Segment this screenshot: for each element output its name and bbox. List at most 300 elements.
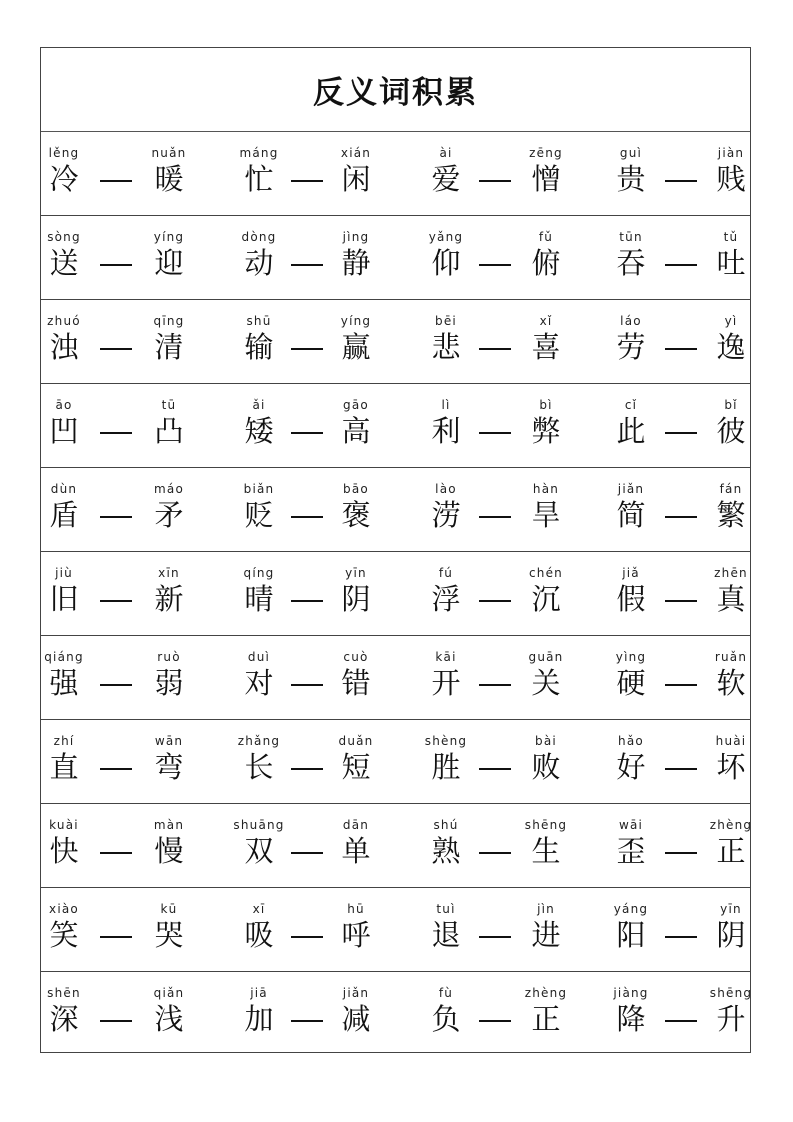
- hanzi-character: 暖: [154, 162, 184, 196]
- pinyin-label: jiàn: [717, 146, 745, 160]
- hanzi-character: 旱: [531, 498, 561, 532]
- hanzi-character: 直: [49, 750, 79, 784]
- hanzi-character: 迎: [154, 246, 184, 280]
- antonym-word-second: [139, 804, 199, 887]
- pinyin-label: cǐ: [624, 398, 638, 412]
- pinyin-label: bài: [535, 734, 557, 748]
- antonym-word-first: [229, 804, 289, 887]
- antonym-word-first: [229, 552, 289, 635]
- em-dash-separator: [665, 684, 697, 686]
- hanzi-character: 短: [341, 750, 371, 784]
- antonym-word-second: [516, 300, 576, 383]
- pinyin-label: zhuó: [47, 314, 81, 328]
- pinyin-label: āo: [55, 398, 73, 412]
- pinyin-label: lěng: [48, 146, 80, 160]
- pinyin-label: yǎng: [428, 230, 464, 244]
- pinyin-label: máng: [239, 146, 279, 160]
- antonym-word-second: [701, 636, 761, 719]
- hanzi-character: 歪: [616, 834, 646, 868]
- em-dash-separator: [100, 348, 132, 350]
- hanzi-character: 软: [716, 666, 746, 700]
- pinyin-label: jiǎ: [622, 566, 640, 580]
- antonym-word-second: [701, 216, 761, 299]
- pinyin-label: shèng: [424, 734, 468, 748]
- hanzi-character: 利: [431, 414, 461, 448]
- table-row: [41, 552, 750, 636]
- antonym-word-second: [139, 972, 199, 1056]
- pinyin-label: yìng: [615, 650, 647, 664]
- em-dash-separator: [479, 516, 511, 518]
- hanzi-character: 盾: [49, 498, 79, 532]
- antonym-word-second: [701, 552, 761, 635]
- hanzi-character: 旧: [49, 582, 79, 616]
- antonym-word-first: [601, 216, 661, 299]
- hanzi-character: 生: [531, 834, 561, 868]
- em-dash-separator: [291, 768, 323, 770]
- hanzi-character: 长: [244, 750, 274, 784]
- hanzi-character: 浅: [154, 1002, 184, 1036]
- pinyin-label: yáng: [613, 902, 649, 916]
- hanzi-character: 俯: [531, 246, 561, 280]
- table-row: [41, 468, 750, 552]
- antonym-word-second: [139, 720, 199, 803]
- hanzi-character: 坏: [716, 750, 746, 784]
- pinyin-label: wāi: [618, 818, 644, 832]
- antonym-table: [40, 47, 751, 1053]
- antonym-word-first: [416, 384, 476, 467]
- table-row: [41, 972, 753, 1056]
- em-dash-separator: [665, 516, 697, 518]
- hanzi-character: 吸: [244, 918, 274, 952]
- em-dash-separator: [291, 600, 323, 602]
- hanzi-character: 沉: [531, 582, 561, 616]
- pinyin-label: qiáng: [44, 650, 84, 664]
- hanzi-character: 快: [49, 834, 79, 868]
- antonym-word-first: [34, 720, 94, 803]
- pinyin-label: tuì: [436, 902, 456, 916]
- pinyin-label: jiā: [250, 986, 268, 1000]
- pinyin-label: xī: [252, 902, 266, 916]
- hanzi-character: 弯: [154, 750, 184, 784]
- antonym-word-second: [326, 552, 386, 635]
- pinyin-label: tū: [161, 398, 177, 412]
- hanzi-character: 升: [716, 1002, 746, 1036]
- antonym-word-second: [701, 972, 761, 1056]
- pinyin-label: hàn: [532, 482, 560, 496]
- em-dash-separator: [100, 264, 132, 266]
- hanzi-character: 真: [716, 582, 746, 616]
- em-dash-separator: [479, 1020, 511, 1022]
- antonym-word-first: [34, 132, 94, 215]
- antonym-word-first: [601, 384, 661, 467]
- antonym-word-second: [139, 384, 199, 467]
- antonym-word-first: [416, 300, 476, 383]
- antonym-word-second: [516, 384, 576, 467]
- antonym-word-second: [516, 888, 576, 971]
- hanzi-character: 减: [341, 1002, 371, 1036]
- pinyin-label: dān: [342, 818, 370, 832]
- hanzi-character: 静: [341, 246, 371, 280]
- hanzi-character: 正: [531, 1002, 561, 1036]
- antonym-word-second: [326, 468, 386, 551]
- pinyin-label: dùn: [50, 482, 78, 496]
- hanzi-character: 败: [531, 750, 561, 784]
- hanzi-character: 阴: [716, 918, 746, 952]
- hanzi-character: 彼: [716, 414, 746, 448]
- hanzi-character: 哭: [154, 918, 184, 952]
- hanzi-character: 高: [341, 414, 371, 448]
- antonym-word-first: [34, 888, 94, 971]
- em-dash-separator: [100, 1020, 132, 1022]
- hanzi-character: 繁: [716, 498, 746, 532]
- pinyin-label: lì: [441, 398, 451, 412]
- pinyin-label: qiǎn: [153, 986, 185, 1000]
- pinyin-label: shēng: [524, 818, 568, 832]
- antonym-word-second: [139, 132, 199, 215]
- pinyin-label: màn: [153, 818, 185, 832]
- pinyin-label: biǎn: [243, 482, 275, 496]
- hanzi-character: 贵: [616, 162, 646, 196]
- antonym-word-first: [34, 300, 94, 383]
- hanzi-character: 逸: [716, 330, 746, 364]
- hanzi-character: 呼: [341, 918, 371, 952]
- em-dash-separator: [479, 348, 511, 350]
- hanzi-character: 假: [616, 582, 646, 616]
- pinyin-label: yīn: [720, 902, 742, 916]
- antonym-word-first: [229, 468, 289, 551]
- antonym-word-second: [326, 636, 386, 719]
- em-dash-separator: [100, 180, 132, 182]
- em-dash-separator: [291, 264, 323, 266]
- antonym-word-second: [139, 300, 199, 383]
- hanzi-character: 开: [431, 666, 461, 700]
- hanzi-character: 闲: [341, 162, 371, 196]
- em-dash-separator: [665, 768, 697, 770]
- hanzi-character: 晴: [244, 582, 274, 616]
- antonym-word-first: [34, 384, 94, 467]
- pinyin-label: yíng: [340, 314, 372, 328]
- hanzi-character: 吐: [716, 246, 746, 280]
- hanzi-character: 关: [531, 666, 561, 700]
- antonym-word-second: [516, 636, 576, 719]
- table-row: [41, 384, 750, 468]
- hanzi-character: 加: [244, 1002, 274, 1036]
- pinyin-label: yíng: [153, 230, 185, 244]
- antonym-word-second: [701, 720, 761, 803]
- em-dash-separator: [479, 180, 511, 182]
- pinyin-label: jìn: [537, 902, 555, 916]
- pinyin-label: qíng: [243, 566, 275, 580]
- hanzi-character: 弱: [154, 666, 184, 700]
- em-dash-separator: [100, 684, 132, 686]
- pinyin-label: jìng: [342, 230, 370, 244]
- pinyin-label: zhí: [53, 734, 75, 748]
- em-dash-separator: [479, 684, 511, 686]
- antonym-word-second: [326, 300, 386, 383]
- hanzi-character: 降: [616, 1002, 646, 1036]
- pinyin-label: zhēn: [714, 566, 748, 580]
- hanzi-character: 涝: [431, 498, 461, 532]
- em-dash-separator: [291, 684, 323, 686]
- pinyin-label: ài: [439, 146, 453, 160]
- em-dash-separator: [479, 936, 511, 938]
- antonym-word-second: [326, 720, 386, 803]
- pinyin-label: bāo: [343, 482, 369, 496]
- pinyin-label: shuāng: [233, 818, 285, 832]
- table-row: [41, 636, 750, 720]
- pinyin-label: zhǎng: [237, 734, 281, 748]
- pinyin-label: shēng: [709, 986, 753, 1000]
- pinyin-label: qīng: [153, 314, 185, 328]
- pinyin-label: zhèng: [524, 986, 568, 1000]
- table-row: [41, 300, 750, 384]
- hanzi-character: 吞: [616, 246, 646, 280]
- antonym-word-first: [416, 636, 476, 719]
- pinyin-label: ruò: [157, 650, 181, 664]
- pinyin-label: tūn: [619, 230, 643, 244]
- hanzi-character: 硬: [616, 666, 646, 700]
- table-row: [41, 216, 750, 300]
- em-dash-separator: [479, 768, 511, 770]
- hanzi-character: 矮: [244, 414, 274, 448]
- pinyin-label: yīn: [345, 566, 367, 580]
- hanzi-character: 双: [244, 834, 274, 868]
- pinyin-label: láo: [620, 314, 642, 328]
- pinyin-label: guì: [619, 146, 643, 160]
- antonym-word-first: [601, 720, 661, 803]
- hanzi-character: 单: [341, 834, 371, 868]
- hanzi-character: 此: [616, 414, 646, 448]
- pinyin-label: jiǎn: [342, 986, 370, 1000]
- hanzi-character: 深: [49, 1002, 79, 1036]
- em-dash-separator: [479, 432, 511, 434]
- hanzi-character: 浮: [431, 582, 461, 616]
- pinyin-label: xīn: [158, 566, 180, 580]
- antonym-word-first: [34, 972, 94, 1056]
- antonym-word-first: [229, 132, 289, 215]
- antonym-word-second: [516, 720, 576, 803]
- antonym-word-first: [601, 552, 661, 635]
- em-dash-separator: [479, 600, 511, 602]
- em-dash-separator: [291, 852, 323, 854]
- pinyin-label: xián: [340, 146, 372, 160]
- antonym-word-second: [326, 888, 386, 971]
- antonym-word-first: [34, 804, 94, 887]
- antonym-word-second: [139, 552, 199, 635]
- pinyin-label: máo: [154, 482, 184, 496]
- em-dash-separator: [479, 264, 511, 266]
- em-dash-separator: [665, 600, 697, 602]
- antonym-word-first: [229, 216, 289, 299]
- pinyin-label: nuǎn: [151, 146, 187, 160]
- em-dash-separator: [665, 348, 697, 350]
- antonym-word-second: [139, 468, 199, 551]
- hanzi-character: 清: [154, 330, 184, 364]
- antonym-word-first: [416, 804, 476, 887]
- hanzi-character: 劳: [616, 330, 646, 364]
- pinyin-label: huài: [715, 734, 747, 748]
- hanzi-character: 喜: [531, 330, 561, 364]
- hanzi-character: 动: [244, 246, 274, 280]
- pinyin-label: zhèng: [709, 818, 753, 832]
- antonym-word-first: [416, 972, 476, 1056]
- hanzi-character: 好: [616, 750, 646, 784]
- antonym-word-first: [416, 468, 476, 551]
- em-dash-separator: [291, 1020, 323, 1022]
- hanzi-character: 笑: [49, 918, 79, 952]
- hanzi-character: 悲: [431, 330, 461, 364]
- hanzi-character: 冷: [49, 162, 79, 196]
- antonym-word-second: [516, 216, 576, 299]
- em-dash-separator: [100, 600, 132, 602]
- antonym-word-second: [701, 132, 761, 215]
- hanzi-character: 憎: [531, 162, 561, 196]
- pinyin-label: hǎo: [618, 734, 644, 748]
- antonym-word-first: [229, 720, 289, 803]
- pinyin-label: bì: [539, 398, 553, 412]
- hanzi-character: 负: [431, 1002, 461, 1036]
- antonym-word-second: [701, 888, 761, 971]
- antonym-word-first: [601, 132, 661, 215]
- hanzi-character: 阳: [616, 918, 646, 952]
- antonym-word-second: [516, 468, 576, 551]
- antonym-word-first: [416, 888, 476, 971]
- antonym-word-second: [516, 804, 576, 887]
- antonym-word-first: [601, 888, 661, 971]
- pinyin-label: shū: [246, 314, 272, 328]
- pinyin-label: fú: [438, 566, 454, 580]
- pinyin-label: duǎn: [338, 734, 374, 748]
- em-dash-separator: [665, 936, 697, 938]
- table-row: [41, 720, 750, 804]
- hanzi-character: 送: [49, 246, 79, 280]
- antonym-word-first: [601, 636, 661, 719]
- pinyin-label: bǐ: [724, 398, 738, 412]
- antonym-word-first: [416, 216, 476, 299]
- antonym-word-first: [601, 972, 661, 1056]
- antonym-word-first: [416, 720, 476, 803]
- hanzi-character: 对: [244, 666, 274, 700]
- em-dash-separator: [100, 936, 132, 938]
- em-dash-separator: [291, 348, 323, 350]
- hanzi-character: 退: [431, 918, 461, 952]
- pinyin-label: shú: [433, 818, 459, 832]
- em-dash-separator: [665, 264, 697, 266]
- antonym-word-second: [326, 384, 386, 467]
- em-dash-separator: [665, 852, 697, 854]
- hanzi-character: 熟: [431, 834, 461, 868]
- antonym-word-second: [701, 468, 761, 551]
- hanzi-character: 凹: [49, 414, 79, 448]
- em-dash-separator: [665, 1020, 697, 1022]
- pinyin-label: fǔ: [538, 230, 554, 244]
- antonym-word-second: [701, 384, 761, 467]
- antonym-word-second: [701, 804, 761, 887]
- antonym-word-first: [34, 552, 94, 635]
- pinyin-label: kāi: [435, 650, 457, 664]
- pinyin-label: sòng: [47, 230, 81, 244]
- pinyin-label: dòng: [241, 230, 277, 244]
- antonym-word-second: [701, 300, 761, 383]
- antonym-word-second: [516, 972, 576, 1056]
- antonym-word-first: [34, 468, 94, 551]
- hanzi-character: 错: [341, 666, 371, 700]
- pinyin-label: jiǎn: [617, 482, 645, 496]
- em-dash-separator: [291, 180, 323, 182]
- em-dash-separator: [291, 432, 323, 434]
- hanzi-character: 爱: [431, 162, 461, 196]
- hanzi-character: 忙: [244, 162, 274, 196]
- antonym-word-first: [601, 300, 661, 383]
- antonym-word-second: [139, 888, 199, 971]
- pinyin-label: xiào: [49, 902, 79, 916]
- pinyin-label: ǎi: [252, 398, 266, 412]
- hanzi-character: 贬: [244, 498, 274, 532]
- pinyin-label: fán: [719, 482, 743, 496]
- antonym-word-second: [326, 972, 386, 1056]
- antonym-word-first: [601, 804, 661, 887]
- hanzi-character: 弊: [531, 414, 561, 448]
- hanzi-character: 贱: [716, 162, 746, 196]
- pinyin-label: wān: [154, 734, 184, 748]
- antonym-word-second: [516, 552, 576, 635]
- antonym-word-first: [229, 636, 289, 719]
- pinyin-label: bēi: [435, 314, 457, 328]
- hanzi-character: 赢: [341, 330, 371, 364]
- pinyin-label: yì: [724, 314, 738, 328]
- title-row: [41, 48, 750, 132]
- pinyin-label: gāo: [343, 398, 369, 412]
- hanzi-character: 正: [716, 834, 746, 868]
- em-dash-separator: [100, 768, 132, 770]
- hanzi-character: 胜: [431, 750, 461, 784]
- antonym-word-first: [34, 636, 94, 719]
- antonym-word-second: [139, 216, 199, 299]
- hanzi-character: 慢: [154, 834, 184, 868]
- pinyin-label: kū: [160, 902, 178, 916]
- antonym-word-second: [326, 216, 386, 299]
- hanzi-character: 进: [531, 918, 561, 952]
- pinyin-label: zēng: [529, 146, 563, 160]
- antonym-word-first: [416, 132, 476, 215]
- hanzi-character: 简: [616, 498, 646, 532]
- em-dash-separator: [291, 936, 323, 938]
- em-dash-separator: [100, 852, 132, 854]
- pinyin-label: jiàng: [613, 986, 649, 1000]
- pinyin-label: jiù: [55, 566, 73, 580]
- hanzi-character: 凸: [154, 414, 184, 448]
- pinyin-label: fù: [438, 986, 454, 1000]
- antonym-word-first: [416, 552, 476, 635]
- pinyin-label: tǔ: [723, 230, 739, 244]
- pinyin-label: xǐ: [539, 314, 553, 328]
- antonym-word-first: [229, 972, 289, 1056]
- hanzi-character: 输: [244, 330, 274, 364]
- table-row: [41, 888, 750, 972]
- antonym-word-first: [229, 384, 289, 467]
- antonym-word-first: [601, 468, 661, 551]
- hanzi-character: 浊: [49, 330, 79, 364]
- em-dash-separator: [291, 516, 323, 518]
- em-dash-separator: [665, 180, 697, 182]
- pinyin-label: cuò: [343, 650, 369, 664]
- hanzi-character: 新: [154, 582, 184, 616]
- em-dash-separator: [665, 432, 697, 434]
- pinyin-label: guān: [528, 650, 564, 664]
- table-row: [41, 132, 750, 216]
- pinyin-label: duì: [247, 650, 271, 664]
- pinyin-label: ruǎn: [714, 650, 748, 664]
